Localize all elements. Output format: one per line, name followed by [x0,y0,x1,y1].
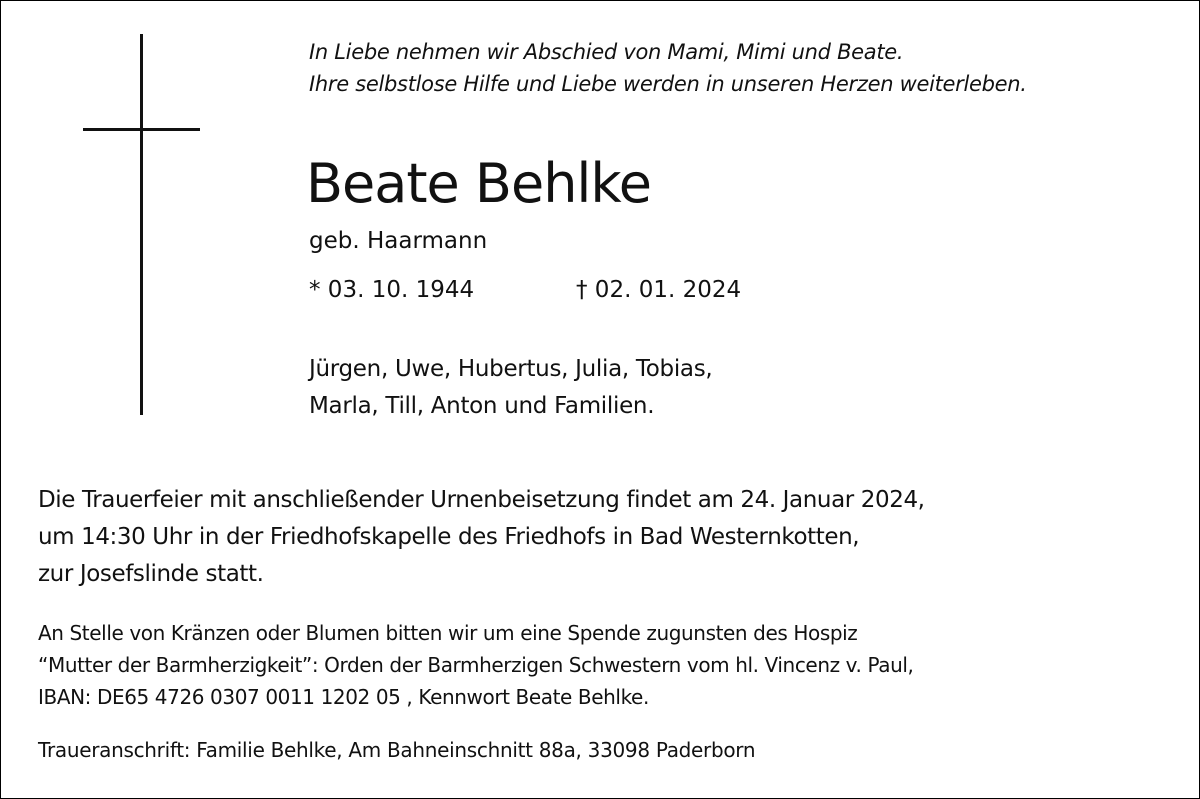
cross-vertical-bar [140,34,143,415]
donation-line-3: IBAN: DE65 4726 0307 0011 1202 05 , Kennwort Beate Behlke. [38,685,649,709]
ceremony-line-2: um 14:30 Uhr in der Friedhofskapelle des Friedhofs in Bad Westernkotten, [38,524,860,550]
donation-line-1: An Stelle von Kränzen oder Blumen bitten wir um eine Spende zugunsten des Hospiz [38,621,858,645]
donation-request [38,617,913,713]
family-line-1: Jürgen, Uwe, Hubertus, Julia, Tobias, [309,356,713,382]
farewell-line-2: Ihre selbstlose Hilfe und Liebe werden in unseren Herzen weiterleben. [309,72,1027,96]
maiden-name: geb. Haarmann [309,228,488,254]
ceremony-line-3: zur Josefslinde statt. [38,561,264,587]
birth-date: * 03. 10. 1944 [309,277,475,303]
cross-horizontal-bar [83,128,200,131]
mourning-address: Traueranschrift: Familie Behlke, Am Bahneinschnitt 88a, 33098 Paderborn [38,738,756,762]
farewell-line-1: In Liebe nehmen wir Abschied von Mami, Mimi und Beate. [309,40,904,64]
farewell-text [309,36,1027,100]
family-line-2: Marla, Till, Anton und Familien. [309,393,655,419]
ceremony-line-1: Die Trauerfeier mit anschließender Urnenbeisetzung findet am 24. Januar 2024, [38,487,925,513]
death-date: † 02. 01. 2024 [576,277,742,303]
family-members [309,351,712,425]
donation-line-2: “Mutter der Barmherzigkeit”: Orden der Barmherzigen Schwestern vom hl. Vincenz v. Paul, [38,653,914,677]
deceased-name: Beate Behlke [306,152,651,215]
funeral-ceremony-info [38,482,925,593]
